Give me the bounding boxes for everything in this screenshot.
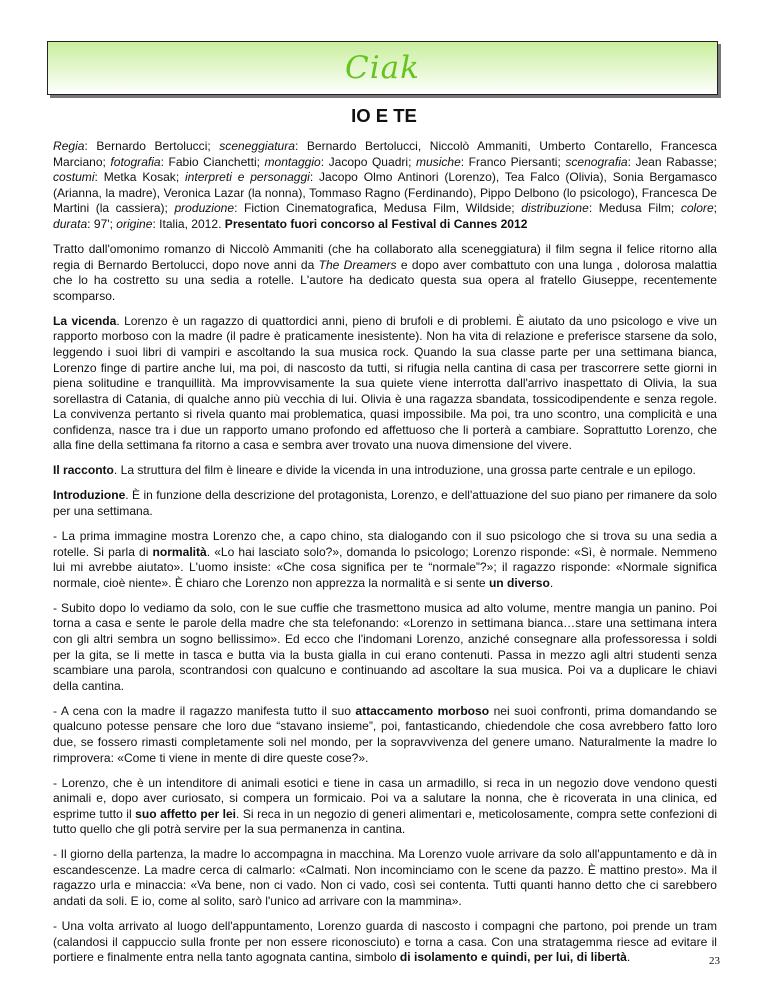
paragraph-partenza: - Il giorno della partenza, la madre lo accompagna in macchina. Ma Lorenzo vuole arrivare da solo all'appuntamento e dà in escandescenze. La madre cerca di calmarlo: «Calmati. Non incominciamo con le scene da pazzo. È mattino presto». Ma il ragazzo urla e minaccia: «Va bene, non ci vado. Non ci vado, così sei contenta. Tutti quanti hanno detto che ci sarebbero andati da soli. E io, come al solito, sarò l'unico ad arrivare con la mammina». bbox=[53, 847, 717, 909]
paragraph-cantina: - Una volta arrivato al luogo dell'appuntamento, Lorenzo guarda di nascosto i compagni che partono, poi prende un tram (calandosi il cappuccio sulla fronte per non essere riconosciuto) e torna a casa. Con una stratagemma riesce ad evitare il portiere e finalmente entra nella tanto agognata cantina, simbolo di isolamento e quindi, per lui, di libertà. bbox=[53, 919, 717, 965]
article-title: IO E TE bbox=[351, 105, 417, 126]
intro-paragraph: Tratto dall'omonimo romanzo di Niccolò Ammaniti (che ha collaborato alla sceneggiatura) il film segna il felice ritorno alla regia di Bernardo Bertolucci, dopo nove anni da The Dreamers e dopo aver combattuto con una lunga , dolorosa malattia che lo ha costretto su una sedia a rotelle. L'autore ha dedicato questa sua opera al fratello Giuseppe, recentemente scomparso. bbox=[53, 241, 717, 303]
introduzione-paragraph: Introduzione. È in funzione della descrizione del protagonista, Lorenzo, e dell'attuazione del suo piano per rimanere da solo per una settimana. bbox=[53, 488, 717, 519]
racconto-paragraph: Il racconto. La struttura del film è lineare e divide la vicenda in una introduzione, una grossa parte centrale e un epilogo. bbox=[53, 463, 696, 478]
section-header-box bbox=[47, 41, 718, 95]
paragraph-panino: - Subito dopo lo vediamo da solo, con le sue cuffie che trasmettono musica ad alto volume, mentre mangia un panino. Poi torna a casa e sente le parole della madre che sta telefonando: «Lorenzo in settimana bianca…stare una settimana intera con gli altri sembra un sogno bellissimo». Ed ecco che l'indomani Lorenzo, anziché consegnare alla professoressa i soldi per la gita, se li mette in tasca e butta via la busta gialla in cui erano contenuti. Passa in mezzo agli altri studenti senza scambiare una parola, scontrandosi con qualcuno e continuando ad ascoltare la sua musica. Poi va a duplicare le chiavi della cantina. bbox=[53, 600, 717, 693]
paragraph-normalita: - La prima immagine mostra Lorenzo che, a capo chino, sta dialogando con il suo psicologo che si trova su una sedia a rotelle. Si parla di normalità. «Lo hai lasciato solo?», domanda lo psicologo; Lorenzo risponde: «Sì, è normale. Nemmeno lui mi avrebbe aiutato». L'uomo insiste: «Che cosa significa per te “normale”?»; il ragazzo risponde: «Normale significa normale, cioè niente». È chiaro che Lorenzo non apprezza la normalità e si sente un diverso. bbox=[53, 529, 717, 590]
credits-paragraph: Regia: Bernardo Bertolucci; sceneggiatura: Bernardo Bertolucci, Niccolò Ammaniti, Umberto Contarello, Francesca Marciano; fotografia: Fabio Cianchetti; montaggio: Jacopo Quadri; musiche: Franco Piersanti; scenografia: Jean Rabasse; costumi: Metka Kosak; interpreti e personaggi: Jacopo Olmo Antinori (Lorenzo), Tea Falco (Olivia), Sonia Bergamasco (Arianna, la madre), Veronica Lazar (la nonna), Tommaso Ragno (Ferdinando), Pippo Delbono (lo psicologo), Francesca De Martini (la cassiera); produzione: Fiction Cinematografica, Medusa Film, Wildside; distribuzione: Medusa Film; colore; durata: 97'; origine: Italia, 2012. Presentato fuori concorso al Festival di Cannes 2012 bbox=[53, 139, 718, 231]
vicenda-paragraph: La vicenda. Lorenzo è un ragazzo di quattordici anni, pieno di brufoli e di problemi. È aiutato da uno psicologo e vive un rapporto morboso con la madre (il padre è praticamente inesistente). Non ha vita di relazione e preferisce starsene da solo, leggendo i suoi libri di vampiri e ascoltando la sua musica rock. Quando la sua classe parte per una settimana bianca, Lorenzo finge di partire anche lui, ma poi, di nascosto da tutti, si rifugia nella cantina di casa per trascorrere sette giorni in piena solitudine e tranquillità. Ma improvvisamente la sua quiete viene interrotta dall'arrivo inaspettato di Olivia, la sua sorellastra di Catania, di qualche anno più vecchia di lui. Olivia è una ragazza sbandata, tossicodipendente e senza regole. La convivenza pertanto si rivela quanto mai problematica, quasi impossibile. Ma poi, tra uno scontro, una complicità e una confidenza, nasce tra i due un rapporto umano profondo ed affettuoso che li porterà a cambiare. Soprattutto Lorenzo, che alla fine della settimana fa ritorno a casa e sembra aver trovato una nuova dimensione del vivere. bbox=[53, 313, 717, 453]
section-title: Ciak bbox=[345, 50, 420, 86]
page-number: 23 bbox=[709, 955, 720, 967]
article-body bbox=[53, 139, 717, 975]
paragraph-cena: - A cena con la madre il ragazzo manifesta tutto il suo attaccamento morboso nei suoi confronti, prima domandando se qualcuno potesse pensare che loro due “stavano insieme”, poi, fantasticando, chiedendole che cosa avrebbero fatto loro due, se fossero rimasti completamente soli nel mondo, per la sopravvivenza del genere umano. Naturalmente la madre lo rimprovera: «Come ti viene in mente di dire queste cose?». bbox=[53, 703, 717, 765]
paragraph-armadillo: - Lorenzo, che è un intenditore di animali esotici e tiene in casa un armadillo, si reca in un negozio dove vendono questi animali e, dopo aver curiosato, si compera un formicaio. Poi va a salutare la nonna, che è ricoverata in una clinica, ed esprime tutto il suo affetto per lei. Si reca in un negozio di generi alimentari e, meticolosamente, compra sette confezioni di tutto quello che gli potrà servire per la sua permanenza in cantina. bbox=[53, 775, 717, 837]
